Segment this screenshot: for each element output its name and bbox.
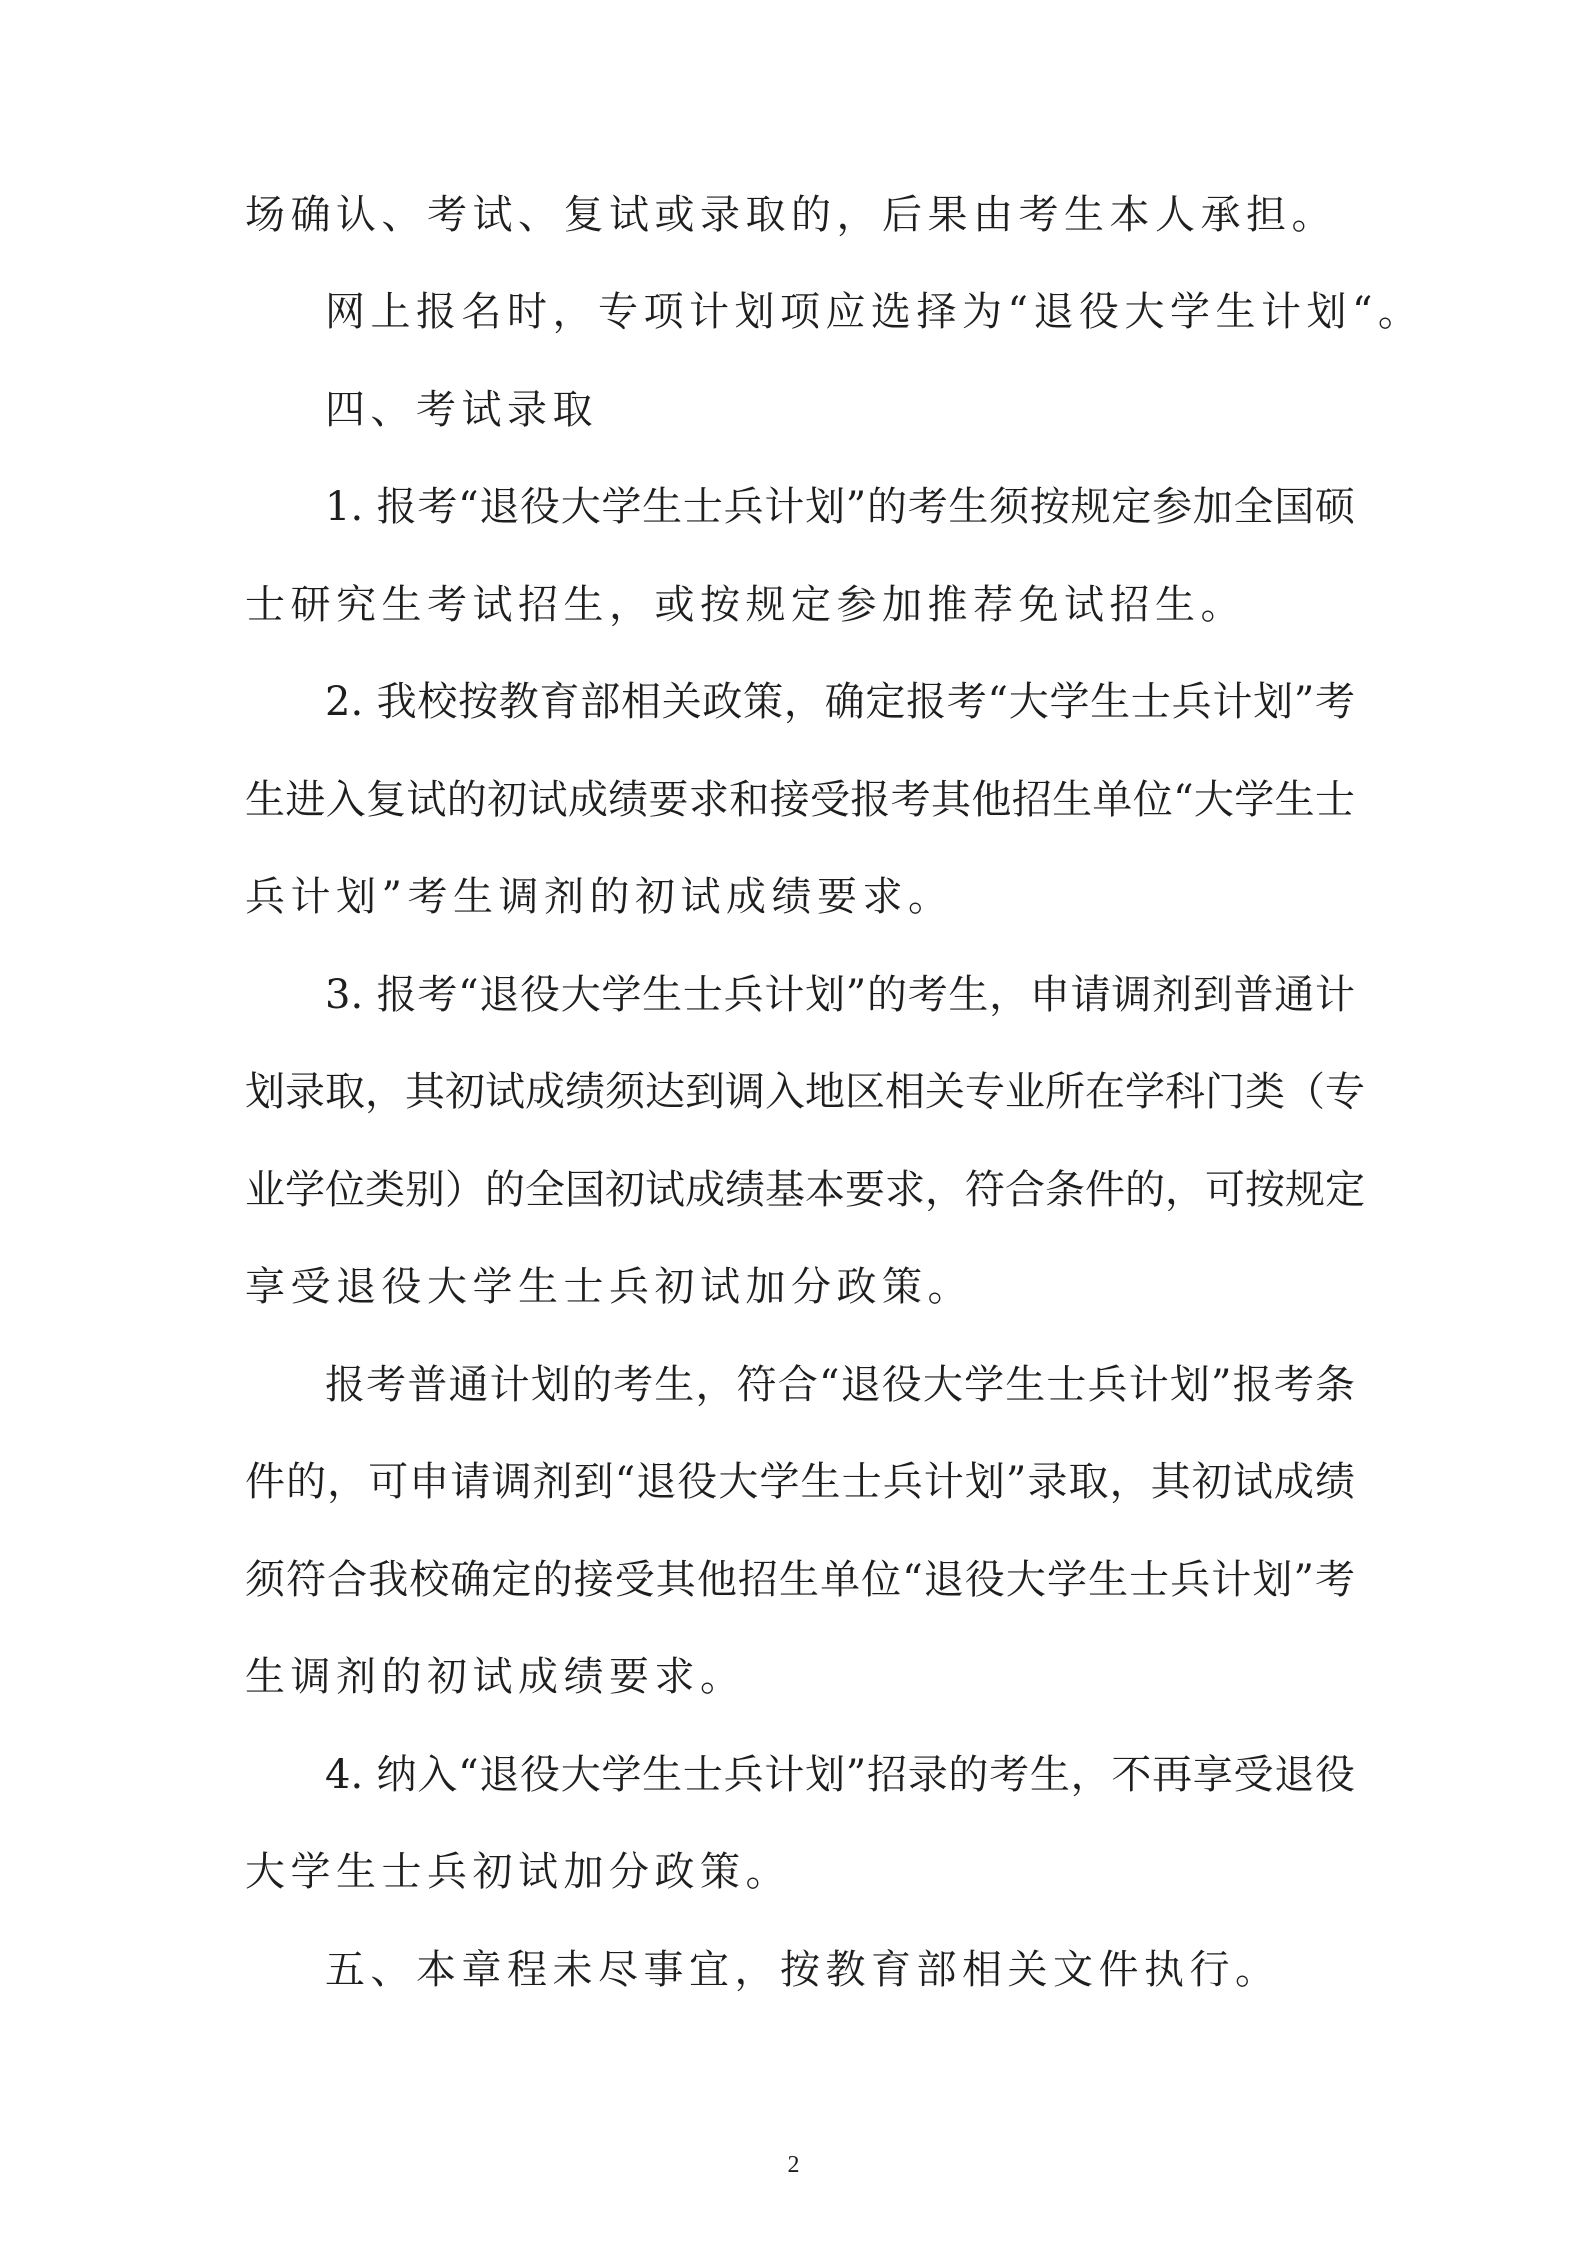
paragraph-line: 生调剂的初试成绩要求。 [245, 1654, 746, 1700]
paragraph-line: 业学位类别）的全国初试成绩基本要求，符合条件的，可按规定 [245, 1167, 1365, 1213]
paragraph-line: 士研究生考试招生，或按规定参加推荐免试招生。 [245, 582, 1246, 628]
paragraph-line: 3. 报考“退役大学生士兵计划”的考生，申请调剂到普通计 [325, 972, 1355, 1018]
paragraph-line: 兵计划”考生调剂的初试成绩要求。 [245, 874, 954, 920]
paragraph-line: 划录取，其初试成绩须达到调入地区相关专业所在学科门类（专 [245, 1069, 1365, 1115]
paragraph-line: 网上报名时，专项计划项应选择为“退役大学生计划“。 [325, 289, 1424, 335]
paragraph-line: 场确认、考试、复试或录取的，后果由考生本人承担。 [245, 192, 1337, 238]
paragraph-line: 2. 我校按教育部相关政策，确定报考“大学生士兵计划”考 [325, 679, 1355, 725]
paragraph-line: 生进入复试的初试成绩要求和接受报考其他招生单位“大学生士 [245, 777, 1355, 823]
paragraph-line: 享受退役大学生士兵初试加分政策。 [245, 1264, 973, 1310]
page-number: 2 [787, 2152, 800, 2178]
section-heading: 五、本章程未尽事宜，按教育部相关文件执行。 [325, 1947, 1281, 1993]
paragraph-line: 报考普通计划的考生，符合“退役大学生士兵计划”报考条 [325, 1362, 1355, 1408]
paragraph-line: 4. 纳入“退役大学生士兵计划”招录的考生，不再享受退役 [325, 1752, 1355, 1798]
paragraph-line: 须符合我校确定的接受其他招生单位“退役大学生士兵计划”考 [245, 1557, 1355, 1603]
paragraph-line: 件的，可申请调剂到“退役大学生士兵计划”录取，其初试成绩 [245, 1459, 1355, 1505]
paragraph-line: 大学生士兵初试加分政策。 [245, 1849, 791, 1895]
paragraph-line: 1. 报考“退役大学生士兵计划”的考生须按规定参加全国硕 [325, 484, 1355, 530]
section-heading: 四、考试录取 [325, 387, 598, 433]
